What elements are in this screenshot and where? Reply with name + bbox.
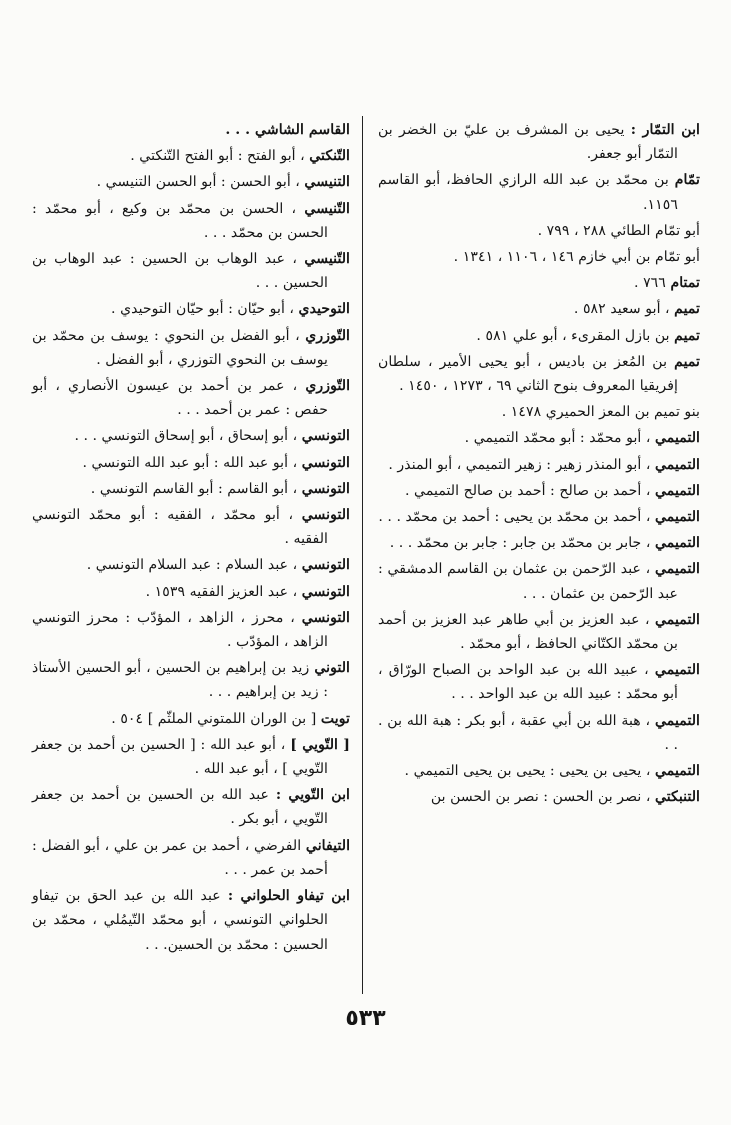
index-entry <box>378 118 700 166</box>
index-entry <box>378 453 700 477</box>
entry-headword: التميمي <box>654 611 700 628</box>
entry-text: بن محمّد بن عبد الله الرازي الحافظ، أبو القاسم ١١٥٦. <box>378 172 678 213</box>
entry-text: [ بن الوران اللمتوني الملثّم ] ٥٠٤ . <box>111 710 317 727</box>
index-entry <box>378 658 700 706</box>
entry-headword: التميمي <box>654 712 700 729</box>
entry-text: عبد الله بن الحسين بن أحمد بن جعفر التّويي ، أبو بكر . <box>32 787 328 828</box>
entry-text: ، عمر بن أحمد بن عيسون الأنصاري ، أبو حفص : عمر بن أحمد . . . <box>32 378 328 419</box>
index-entry <box>378 324 700 348</box>
entry-text: ، محرز ، الزاهد ، المؤدّب : محرز التونسي الزاهد ، المؤدّب . <box>32 609 328 651</box>
index-entry <box>32 477 350 501</box>
entry-text: ، أبو المنذر زهير : زهير التميمي ، أبو المنذر . <box>388 456 651 473</box>
index-entry <box>32 834 350 882</box>
entry-headword: التونسي <box>301 507 350 524</box>
entry-headword: التونسي <box>301 609 350 626</box>
entry-headword: تميم <box>674 327 700 344</box>
index-entry <box>378 531 700 555</box>
index-entry <box>378 709 700 757</box>
entry-text: ، أبو القاسم : أبو القاسم التونسي . <box>90 480 298 497</box>
index-entry <box>32 783 350 831</box>
index-entry <box>32 247 350 295</box>
entry-text: ، هبة الله بن أبي عقبة ، أبو بكر : هبة الله بن . . . <box>378 712 678 753</box>
index-entry <box>378 557 700 605</box>
entry-text: ، أبو الحسن : أبو الحسن التنيسي . <box>96 174 300 191</box>
entry-headword: تميم <box>674 353 700 370</box>
index-entry <box>32 884 350 957</box>
index-entry <box>32 118 350 142</box>
entry-text: ، عبد السلام : عبد السلام التونسي . <box>86 557 298 574</box>
entry-text: بن بازل المقرىء ، أبو علي ٥٨١ . <box>476 327 670 344</box>
entry-headword: القاسم الشاشي . . . <box>225 122 350 138</box>
index-entry <box>378 245 700 269</box>
entry-text: ، أبو الفتح : أبو الفتح التّنكتي . <box>130 148 305 165</box>
index-entry <box>32 324 350 372</box>
entry-headword: التنبكتي <box>654 789 700 806</box>
entry-headword: التميمي <box>654 482 700 499</box>
index-entry <box>32 553 350 577</box>
entry-text: ، يحيى بن يحيى : يحيى بن يحيى التميمي . <box>404 763 651 780</box>
entry-headword: [ التّويي ] <box>290 736 350 753</box>
index-entry <box>32 580 350 604</box>
entry-headword: التيفاني <box>305 837 351 854</box>
entry-headword: تميم <box>674 301 700 318</box>
index-entry <box>32 374 350 422</box>
entry-headword: التميمي <box>654 535 700 552</box>
entry-headword: التونسي <box>301 480 350 497</box>
index-entry <box>32 606 350 654</box>
index-entry <box>32 503 350 551</box>
entry-headword: تويت <box>320 710 350 727</box>
entry-text: ، أبو محمّد : أبو محمّد التميمي . <box>464 430 651 447</box>
entry-text: ، أحمد بن صالح : أحمد بن صالح التميمي . <box>404 482 651 499</box>
entry-text: الفرضي ، أحمد بن عمر بن علي ، أبو الفضل : أحمد بن عمر . . . <box>32 837 328 878</box>
entry-headword: التوحيدي <box>298 301 350 318</box>
entry-text: ، نصر بن الحسن : نصر بن الحسن بن <box>430 789 651 806</box>
entry-headword: التنيسي <box>304 174 350 191</box>
index-entry <box>378 168 700 216</box>
entry-headword: التّوزري <box>305 327 350 344</box>
entry-headword: ابن التمّار : <box>630 122 700 138</box>
entry-text: ، أحمد بن محمّد بن يحيى : أحمد بن محمّد . . . <box>378 509 651 526</box>
entry-text: ، عبد الرّحمن بن عثمان بن القاسم الدمشقي : عبد الرّحمن بن عثمان . . . <box>378 561 678 602</box>
entry-text: ، عبيد الله بن عبد الواحد بن الصباح الورّاق ، أبو محمّد : عبيد الله بن عبد الواحد . . . <box>378 662 678 703</box>
left-column <box>32 118 350 959</box>
column-divider <box>362 116 363 994</box>
entry-text: ، أبو محمّد ، الفقيه : أبو محمّد التونسي الفقيه . <box>32 507 328 548</box>
index-entry <box>32 733 350 781</box>
entry-text: بنو تميم بن المعز الحميري ١٤٧٨ . <box>501 404 700 421</box>
entry-headword: تمتام <box>670 275 700 292</box>
entry-headword: ابن تيفاو الحلواني : <box>227 888 350 905</box>
entry-text: ، عبد العزيز بن أبي طاهر عبد العزيز بن أحمد بن محمّد الكتّاني الحافظ ، أبو محمّد . <box>378 611 678 653</box>
entry-text: عبد الله بن عبد الحق بن تيفاو الحلواني التونسي ، أبو محمّد التّيمُلي ، محمّد بن الحسين : محمّد بن الحسين. . . <box>32 888 328 953</box>
index-entry <box>32 144 350 168</box>
index-entry <box>378 219 700 243</box>
entry-headword: التونسي <box>301 428 350 445</box>
entry-headword: التميمي <box>654 456 700 473</box>
entry-text: بن المُعز بن باديس ، أبو يحيى الأمير ، سلطان إفريقيا المعروف بنوح الثاني ٦٩ ، ١٢٧٣ ، ١٤٥٠ . <box>378 353 678 395</box>
index-entry <box>378 426 700 450</box>
entry-text: ، أبو عبد الله : [ الحسين بن أحمد بن جعفر التّويي ] ، أبو عبد الله . <box>32 736 328 778</box>
entry-text: ، الحسن بن محمّد بن وكيع ، أبو محمّد : الحسن بن محمّد . . . <box>32 200 328 241</box>
entry-headword: التميمي <box>654 509 700 526</box>
index-entry <box>32 424 350 448</box>
entry-text: ، عبد الوهاب بن الحسين : عبد الوهاب بن الحسين . . . <box>32 251 328 292</box>
right-column <box>378 118 700 811</box>
entry-text: ، أبو إسحاق ، أبو إسحاق التونسي . . . <box>74 428 298 445</box>
index-entry <box>378 505 700 529</box>
entry-text: يحيى بن المشرف بن عليّ بن الخضر بن التمّار أبو جعفر. <box>378 122 678 163</box>
index-entry <box>378 297 700 321</box>
index-entry <box>32 451 350 475</box>
entry-headword: التميمي <box>654 763 700 780</box>
entry-text: ، أبو سعيد ٥٨٢ . <box>573 301 670 318</box>
entry-headword: التّنكتي <box>309 148 350 165</box>
index-entry <box>32 170 350 194</box>
index-entry <box>378 479 700 503</box>
entry-text: أبو تمّام بن أبي خازم ١٤٦ ، ١١٠٦ ، ١٣٤١ . <box>453 249 700 266</box>
entry-headword: تمّام <box>674 172 701 189</box>
entry-text: ، أبو حيّان : أبو حيّان التوحيدي . <box>111 301 294 318</box>
entry-headword: التميمي <box>654 662 700 679</box>
entry-text: ، جابر بن محمّد بن جابر : جابر بن محمّد . . . <box>389 535 651 552</box>
entry-headword: التونسي <box>301 454 350 471</box>
index-entry <box>378 400 700 424</box>
index-entry <box>32 297 350 321</box>
entry-headword: التونسي <box>301 557 350 574</box>
entry-text: ، أبو عبد الله : أبو عبد الله التونسي . <box>82 454 298 471</box>
entry-text: ، عبد العزيز الفقيه ١٥٣٩ . <box>145 583 298 600</box>
entry-text: أبو تمّام الطائي ٢٨٨ ، ٧٩٩ . <box>537 222 700 239</box>
entry-headword: التّوزري <box>305 378 351 395</box>
index-entry <box>378 350 700 398</box>
index-entry <box>32 656 350 704</box>
index-entry <box>378 271 700 295</box>
page-number: ٥٣٣ <box>345 1006 386 1031</box>
entry-text: ، أبو الفضل بن النحوي : يوسف بن محمّد بن يوسف بن النحوي التوزري ، أبو الفضل . <box>32 327 328 368</box>
index-entry <box>32 197 350 245</box>
entry-text: زيد بن إبراهيم بن الحسين ، أبو الحسين الأستاذ : زيد بن إبراهيم . . . <box>32 660 328 701</box>
index-entry <box>378 785 700 809</box>
index-entry <box>378 759 700 783</box>
entry-headword: التّنيسي <box>304 200 350 217</box>
index-entry <box>32 707 350 731</box>
entry-headword: التونسي <box>301 583 350 600</box>
index-entry <box>378 608 700 656</box>
entry-headword: التميمي <box>654 561 700 578</box>
entry-headword: ابن التّويي : <box>275 787 350 804</box>
entry-headword: التميمي <box>654 430 700 447</box>
entry-headword: التّنيسي <box>304 251 350 268</box>
entry-headword: التوني <box>314 660 350 677</box>
entry-text: ٧٦٦ . <box>634 275 666 292</box>
